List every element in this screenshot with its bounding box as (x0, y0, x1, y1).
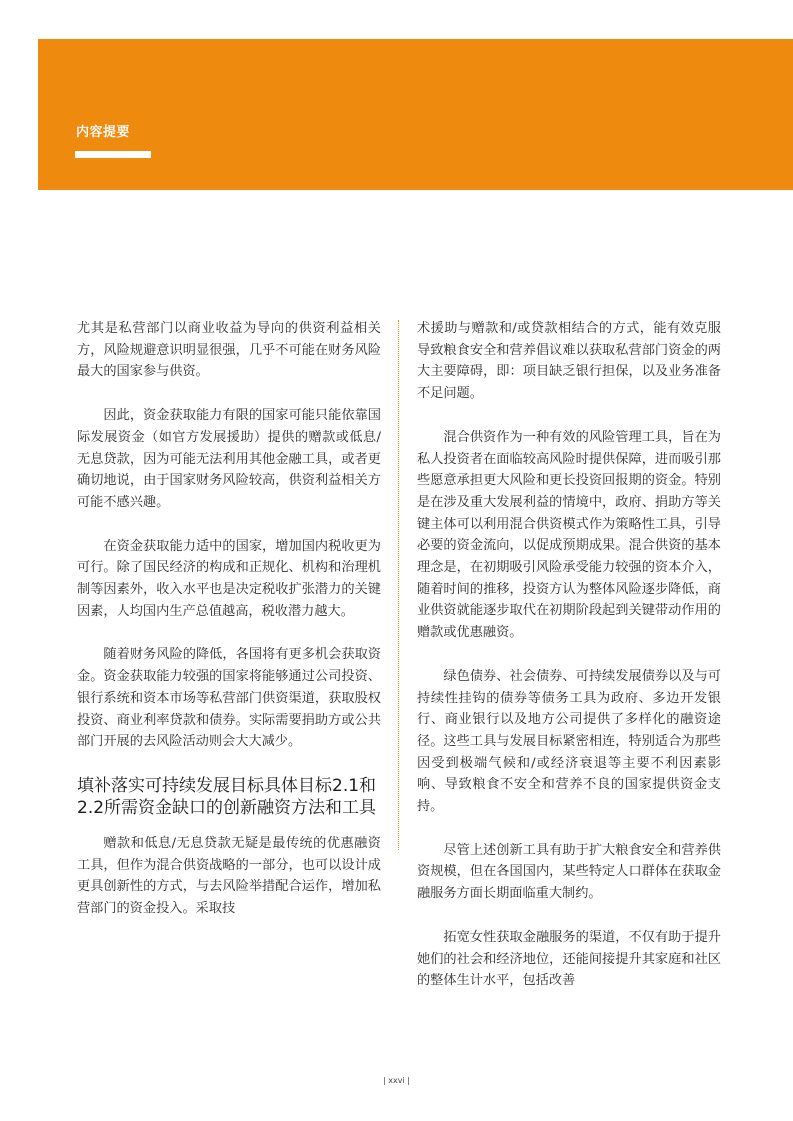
paragraph: 在资金获取能力适中的国家，增加国内税收更为可行。除了国民经济的构成和正规化、机构和治理机制等因素外，收入水平也是决定税收扩张潜力的关键因素，人均国内生产总值越高，税收潜力越大。 (77, 538, 381, 619)
paragraph: 绿色债券、社会债券、可持续发展债券以及与可持续性挂钩的债券等债务工具为政府、多边开发银行、商业银行以及地方公司提供了多样化的融资途径。这些工具与发展目标紧密相连，特别适合为那些因受到极端气候和/或经济衰退等主要不利因素影响、导致粮食不安全和营养不良的国家提供资金支持。 (417, 668, 721, 815)
paragraph: 尤其是私营部门以商业收益为导向的供资利益相关方，风险规避意识明显很强，几乎不可能在财务风险最大的国家参与供资。 (77, 321, 381, 380)
paragraph: 因此，资金获取能力有限的国家可能只能依靠国际发展资金（如官方发展援助）提供的赠款或低息/无息贷款，因为可能无法利用其他金融工具，或者更确切地说，由于国家财务风险较高，供资利益相关方可能不感兴趣。 (77, 408, 381, 510)
page-number: | xxvi | (383, 1076, 410, 1085)
section-title: 内容提要 (76, 125, 131, 140)
paragraph: 赠款和低息/无息贷款无疑是最传统的优惠融资工具，但作为混合供资战略的一部分，也可以设计成更具创新性的方式，与去风险举措配合运作，增加私营部门的资金投入。采取技 (77, 835, 381, 917)
right-column (417, 318, 721, 1014)
paragraph: 尽管上述创新工具有助于扩大粮食安全和营养供资规模，但在各国国内，某些特定人口群体在获取金融服务方面长期面临重大制约。 (417, 842, 721, 902)
column-divider (398, 320, 399, 850)
paragraph: 混合供资作为一种有效的风险管理工具，旨在为私人投资者在面临较高风险时提供保障，进而吸引那些愿意承担更大风险和更长投资回报期的资金。特别是在涉及重大发展利益的情境中，政府、捐助方等关键主体可以利用混合供资模式作为策略性工具，引导必要的资金流向，以促成预期成果。混合供资的基本理念是，在初期吸引风险承受能力较强的资本介入，随着时间的推移，投资方认为整体风险逐步降低，商业供资就能逐步取代在初期阶段起到关键带动作用的赠款或优惠融资。 (417, 429, 721, 641)
paragraph: 拓宽女性获取金融服务的渠道，不仅有助于提升她们的社会和经济地位，还能间接提升其家庭和社区的整体生计水平，包括改善 (417, 929, 721, 989)
title-underline (75, 151, 151, 158)
paragraph: 随着财务风险的降低，各国将有更多机会获取资金。资金获取能力较强的国家将能够通过公司投资、银行系统和资本市场等私营部门供资渠道，获取股权投资、商业利率贷款和债券。实际需要捐助方或公共部门开展的去风险活动则会大大减少。 (77, 647, 381, 750)
subsection-heading: 填补落实可持续发展目标具体目标2.1和2.2所需资金缺口的创新融资方法和工具 (77, 775, 377, 818)
left-column (77, 318, 381, 942)
header-band (38, 39, 793, 190)
paragraph: 术援助与赠款和/或贷款相结合的方式，能有效克服导致粮食安全和营养倡议难以获取私营部门资金的两大主要障碍，即：项目缺乏银行担保，以及业务准备不足问题。 (417, 321, 721, 402)
